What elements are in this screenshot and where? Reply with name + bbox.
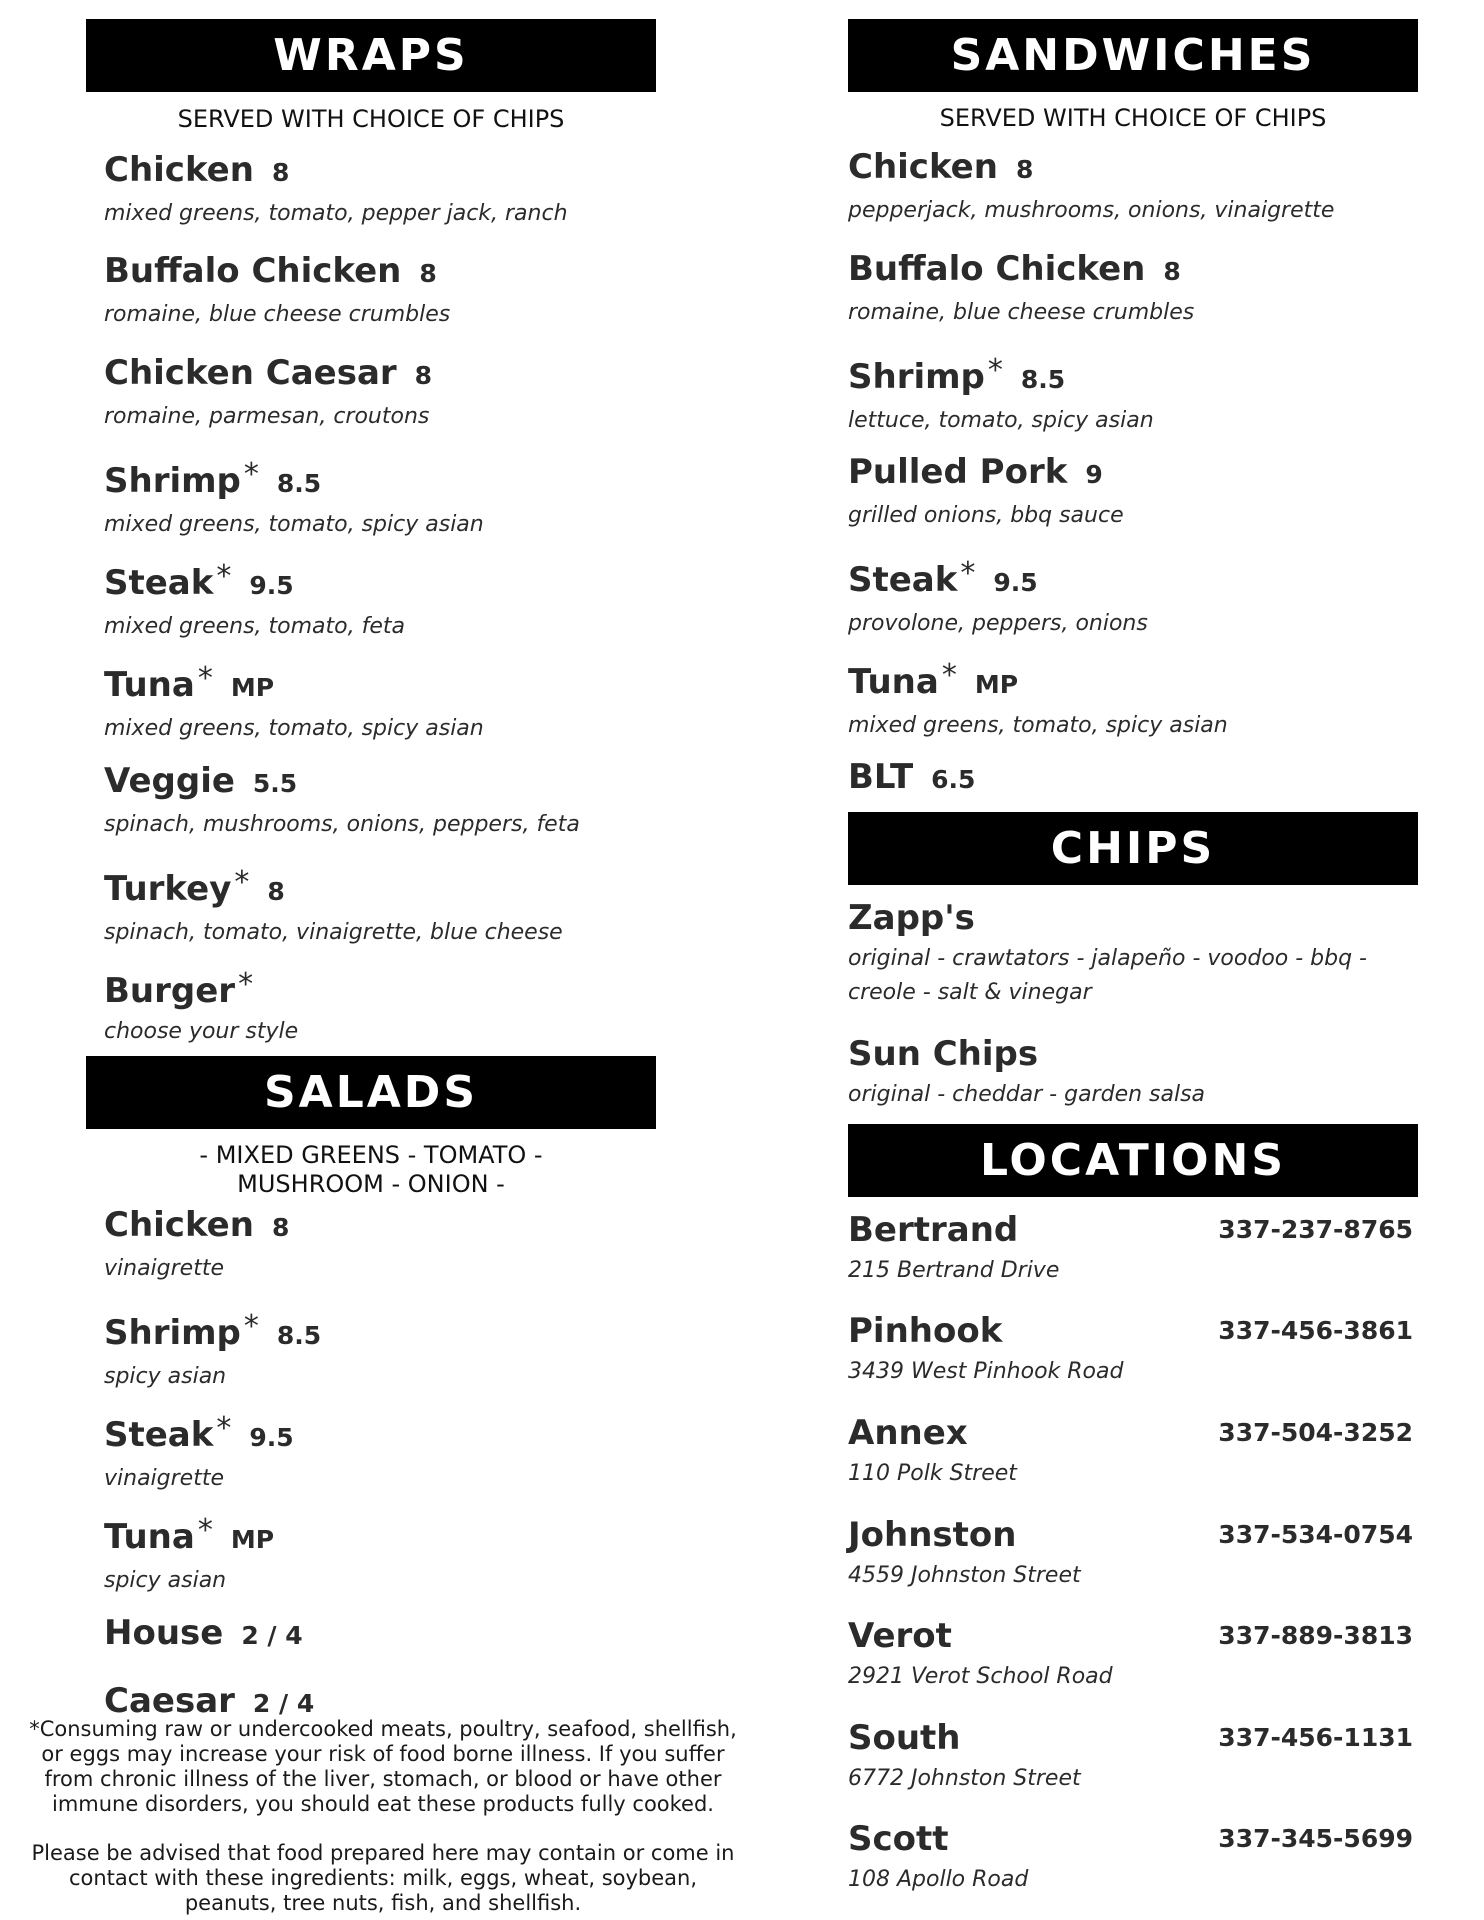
item-name: Buffalo Chicken 8 xyxy=(848,249,1181,289)
salad-item-chicken xyxy=(104,1205,289,1281)
item-name: Steak * 9.5 xyxy=(104,559,294,603)
item-description: grilled onions, bbq sauce xyxy=(848,503,1124,528)
item-description: vinaigrette xyxy=(104,1256,225,1281)
item-description: mixed greens, tomato, pepper jack, ranch xyxy=(104,201,568,226)
item-description: mixed greens, tomato, feta xyxy=(104,614,405,639)
item-name: Steak * 9.5 xyxy=(848,556,1038,600)
item-name: Chicken 8 xyxy=(848,147,1034,187)
location-phone: 337-889-3813 xyxy=(1218,1621,1413,1650)
location-phone: 337-504-3252 xyxy=(1218,1418,1413,1447)
location-annex xyxy=(848,1413,1413,1486)
item-description: romaine, blue cheese crumbles xyxy=(848,300,1195,325)
wrap-item-buffalo-chicken xyxy=(104,251,450,327)
food-safety-disclaimer xyxy=(28,1717,738,1916)
sandwich-item-blt xyxy=(848,757,975,800)
location-name: Scott xyxy=(848,1819,949,1859)
item-name: Shrimp * 8.5 xyxy=(848,353,1066,397)
salads-subtitle-line2: MUSHROOM - ONION - xyxy=(237,1170,505,1198)
salad-item-steak xyxy=(104,1409,294,1491)
item-description: original - crawtators - jalapeño - voodoo - bbq - creole - salt & vinegar xyxy=(848,946,1367,1005)
item-name: Chicken 8 xyxy=(104,1205,290,1245)
item-name: Steak * 9.5 xyxy=(104,1411,294,1455)
location-pinhook xyxy=(848,1311,1413,1384)
location-name: Pinhook xyxy=(848,1311,1003,1351)
raw-food-warning: *Consuming raw or undercooked meats, poultry, seafood, shellfish, or eggs may increase your risk of food borne illness. If you suffer from chronic illness of the liver, stomach, or blood or have other immune disorders, you should eat these products fully cooked. xyxy=(29,1717,737,1816)
item-description: provolone, peppers, onions xyxy=(848,611,1148,636)
location-south xyxy=(848,1718,1413,1791)
item-description: vinaigrette xyxy=(104,1466,225,1491)
item-name: BLT 6.5 xyxy=(848,757,976,797)
wrap-item-tuna xyxy=(104,659,484,741)
wraps-subtitle: SERVED WITH CHOICE OF CHIPS xyxy=(177,105,565,133)
sandwich-item-steak xyxy=(848,554,1148,636)
wrap-item-burger xyxy=(104,965,298,1044)
chips-header: CHIPS xyxy=(848,812,1418,885)
location-phone: 337-237-8765 xyxy=(1218,1215,1413,1244)
item-name: Burger * xyxy=(104,967,254,1011)
item-description: mixed greens, tomato, spicy asian xyxy=(104,512,484,537)
item-name: Chicken Caesar 8 xyxy=(104,353,433,393)
sandwich-item-tuna xyxy=(848,656,1228,738)
location-address: 108 Apollo Road xyxy=(848,1867,1029,1892)
sandwich-item-pulled-pork xyxy=(848,452,1124,528)
salad-item-house xyxy=(104,1613,303,1656)
item-name: Sun Chips xyxy=(848,1034,1039,1074)
wrap-item-chicken-caesar xyxy=(104,353,432,429)
location-name: Bertrand xyxy=(848,1210,1019,1250)
item-name: Pulled Pork 9 xyxy=(848,452,1103,492)
item-description: spicy asian xyxy=(104,1568,227,1593)
location-address: 4559 Johnston Street xyxy=(848,1563,1081,1588)
locations-header: LOCATIONS xyxy=(848,1124,1418,1197)
item-description: romaine, parmesan, croutons xyxy=(104,404,430,429)
location-address: 2921 Verot School Road xyxy=(848,1664,1113,1689)
wrap-item-shrimp xyxy=(104,455,484,537)
salads-subtitle xyxy=(86,1141,656,1199)
sandwiches-subtitle: SERVED WITH CHOICE OF CHIPS xyxy=(939,104,1327,132)
item-name: Tuna * MP xyxy=(848,658,1019,702)
wrap-item-steak xyxy=(104,557,405,639)
salad-item-shrimp xyxy=(104,1307,321,1389)
allergen-notice: Please be advised that food prepared here may contain or come in contact with these ingredients: milk, eggs, wheat, soybean, peanuts, tree nuts, fish, and shellfish. xyxy=(31,1841,735,1915)
item-name: Tuna * MP xyxy=(104,661,275,705)
item-description: spinach, tomato, vinaigrette, blue cheese xyxy=(104,920,563,945)
location-verot xyxy=(848,1616,1413,1689)
item-description: pepperjack, mushrooms, onions, vinaigrette xyxy=(848,198,1335,223)
wrap-item-turkey xyxy=(104,863,563,945)
item-description: original - cheddar - garden salsa xyxy=(848,1082,1206,1107)
item-description: spicy asian xyxy=(104,1364,227,1389)
sandwich-item-buffalo-chicken xyxy=(848,249,1194,325)
sandwiches-header: SANDWICHES xyxy=(848,19,1418,92)
item-description: mixed greens, tomato, spicy asian xyxy=(848,713,1228,738)
item-name: Shrimp * 8.5 xyxy=(104,457,322,501)
location-name: South xyxy=(848,1718,961,1758)
sandwich-item-chicken xyxy=(848,147,1334,223)
chips-item-zapps xyxy=(848,898,1408,1010)
location-bertrand xyxy=(848,1210,1413,1283)
sandwich-item-shrimp xyxy=(848,351,1154,433)
item-name: Veggie 5.5 xyxy=(104,761,298,801)
item-description: spinach, mushrooms, onions, peppers, feta xyxy=(104,812,580,837)
chips-item-sun-chips xyxy=(848,1034,1205,1107)
item-name: Turkey * 8 xyxy=(104,865,285,909)
item-name: Buffalo Chicken 8 xyxy=(104,251,437,291)
location-name: Verot xyxy=(848,1616,952,1656)
location-address: 3439 West Pinhook Road xyxy=(848,1359,1124,1384)
location-phone: 337-534-0754 xyxy=(1218,1520,1413,1549)
location-johnston xyxy=(848,1515,1413,1588)
item-name: Tuna * MP xyxy=(104,1513,275,1557)
wraps-header: WRAPS xyxy=(86,19,656,92)
wrap-item-veggie xyxy=(104,761,580,837)
location-address: 110 Polk Street xyxy=(848,1461,1017,1486)
item-name: Shrimp * 8.5 xyxy=(104,1309,322,1353)
item-description: choose your style xyxy=(104,1019,299,1044)
item-description: romaine, blue cheese crumbles xyxy=(104,302,451,327)
salad-item-tuna xyxy=(104,1511,274,1593)
location-phone: 337-345-5699 xyxy=(1218,1824,1413,1853)
item-name: Chicken 8 xyxy=(104,150,290,190)
item-description: lettuce, tomato, spicy asian xyxy=(848,408,1154,433)
item-name: Caesar 2 / 4 xyxy=(104,1681,315,1721)
location-name: Johnston xyxy=(848,1515,1017,1555)
wrap-item-chicken xyxy=(104,150,568,226)
item-name: Zapp's xyxy=(848,898,975,938)
item-description: mixed greens, tomato, spicy asian xyxy=(104,716,484,741)
location-address: 6772 Johnston Street xyxy=(848,1766,1081,1791)
location-name: Annex xyxy=(848,1413,968,1453)
location-phone: 337-456-1131 xyxy=(1218,1723,1413,1752)
item-name: House 2 / 4 xyxy=(104,1613,303,1653)
salads-header: SALADS xyxy=(86,1056,656,1129)
salads-subtitle-line1: - MIXED GREENS - TOMATO - xyxy=(199,1141,543,1169)
location-scott xyxy=(848,1819,1413,1892)
location-phone: 337-456-3861 xyxy=(1218,1316,1413,1345)
location-address: 215 Bertrand Drive xyxy=(848,1258,1060,1283)
